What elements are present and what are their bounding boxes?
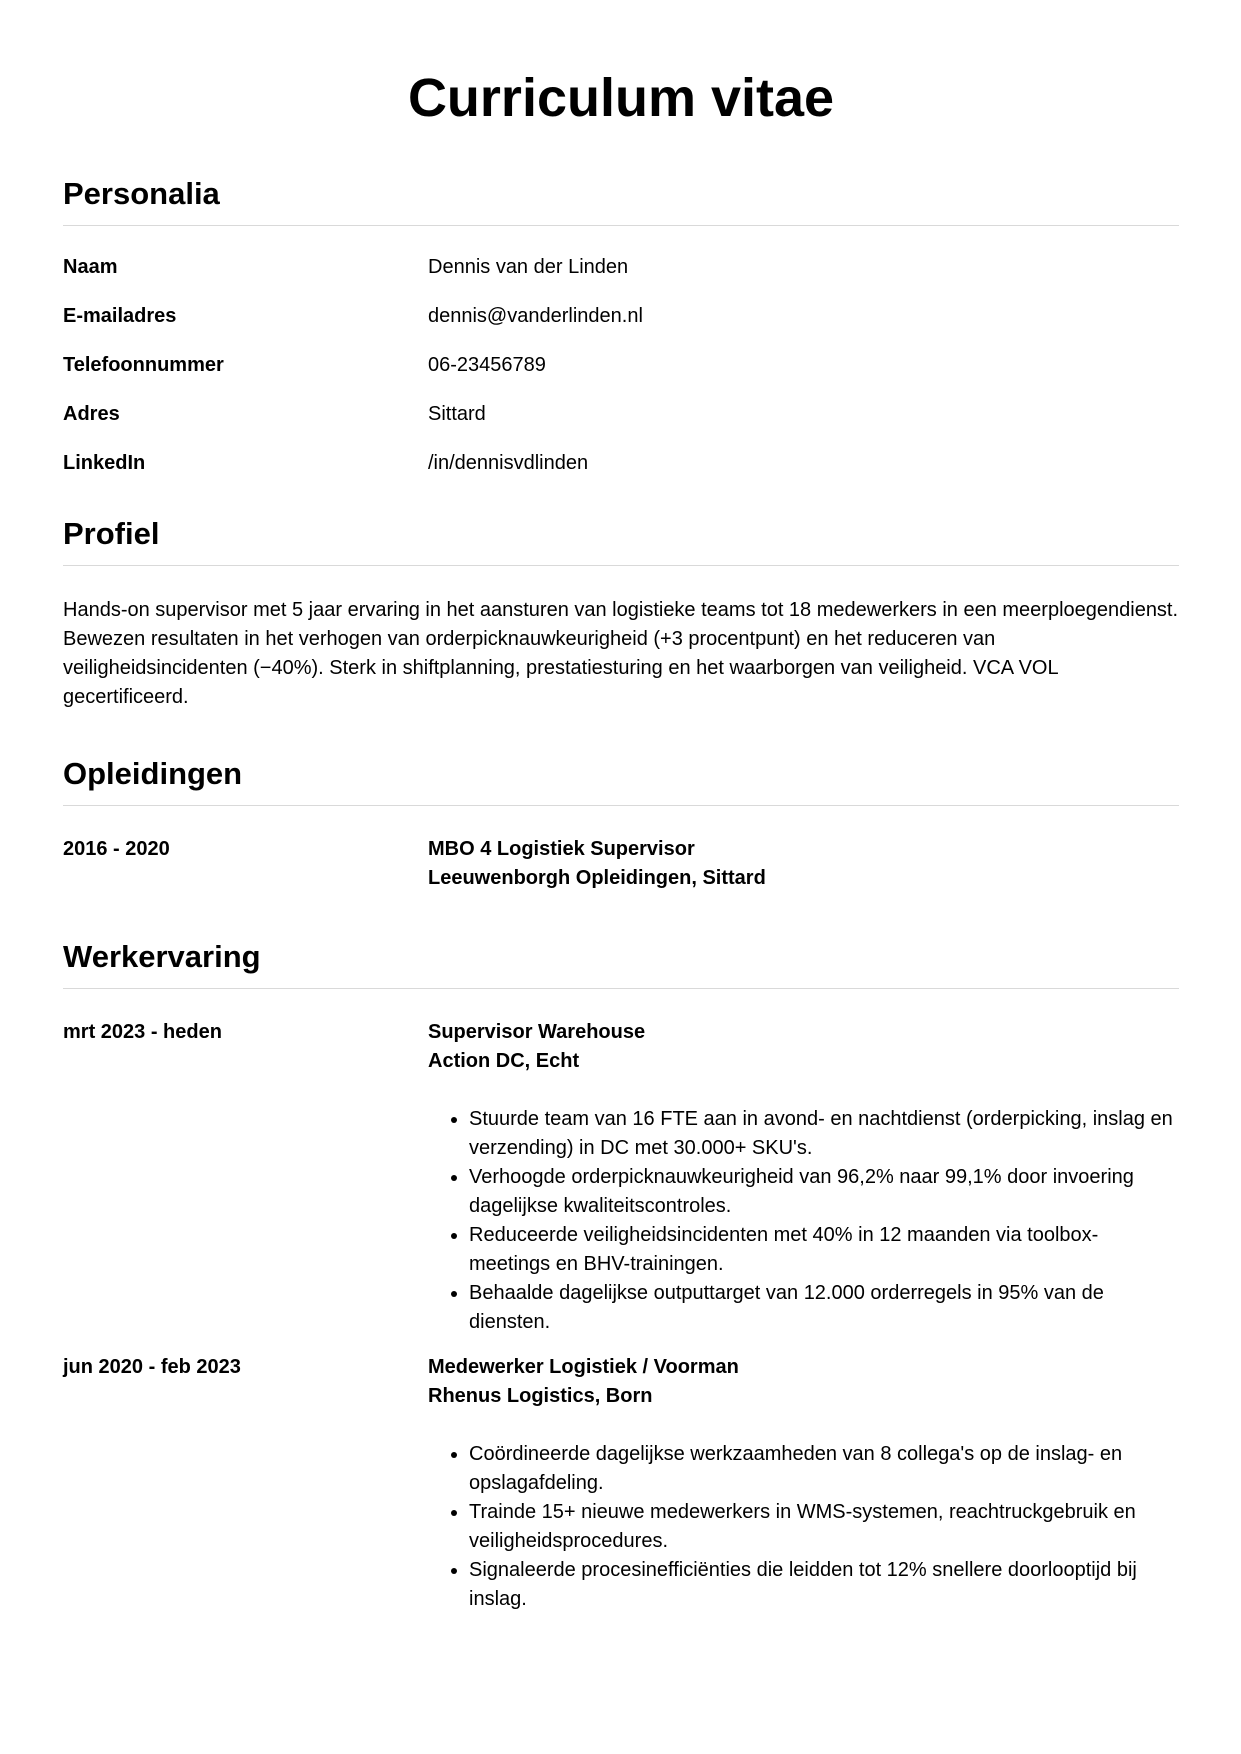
personalia-value: 06-23456789: [428, 354, 546, 376]
personalia-value: dennis@vanderlinden.nl: [428, 305, 643, 327]
personalia-label: LinkedIn: [63, 452, 146, 474]
achievement-item: • Stuurde team van 16 FTE aan in avond- en nachtdienst (orderpicking, inslag en verzending) in DC met 30.000+ SKU's.: [469, 1105, 1179, 1163]
education-institution: Leeuwenborgh Opleidingen, Sittard: [428, 867, 766, 889]
work-detail: [428, 1018, 1179, 1337]
personalia-row-linkedin: [63, 449, 1179, 478]
achievement-item: • Signaleerde procesinefficiënties die leidden tot 12% snellere doorlooptijd bij inslag.: [469, 1556, 1179, 1614]
personalia-row-telefoon: [63, 351, 1179, 380]
profiel-section: [63, 516, 1179, 712]
werkervaring-section: [63, 939, 1179, 1614]
company-name: Rhenus Logistics, Born: [428, 1385, 653, 1407]
personalia-value: /in/dennisvdlinden: [428, 452, 589, 474]
education-entry: [63, 835, 1179, 893]
personalia-label: Adres: [63, 403, 120, 425]
education-detail: [428, 835, 1179, 893]
work-period: jun 2020 - feb 2023: [63, 1356, 241, 1378]
achievement-list: [428, 1440, 1179, 1614]
work-entry: [63, 1353, 1179, 1614]
achievement-item: • Reduceerde veiligheidsincidenten met 40% in 12 maanden via toolbox-meetings en BHV-trainingen.: [469, 1221, 1179, 1279]
personalia-section: [63, 176, 1179, 478]
achievement-item: • Trainde 15+ nieuwe medewerkers in WMS-systemen, reachtruckgebruik en veiligheidsprocedures.: [469, 1498, 1179, 1556]
company-name: Action DC, Echt: [428, 1050, 580, 1072]
personalia-row-email: [63, 302, 1179, 331]
personalia-row-naam: [63, 253, 1179, 282]
personalia-list: [63, 253, 1179, 478]
job-title: Supervisor Warehouse: [428, 1021, 646, 1043]
education-period: 2016 - 2020: [63, 838, 170, 860]
opleidingen-heading: Opleidingen: [63, 756, 1179, 806]
cv-page: [63, 0, 1179, 1614]
personalia-label: Naam: [63, 256, 118, 278]
opleidingen-section: [63, 756, 1179, 893]
personalia-value: Sittard: [428, 403, 486, 425]
personalia-label: E-mailadres: [63, 305, 177, 327]
document-title: Curriculum vitae: [407, 68, 835, 128]
education-title: MBO 4 Logistiek Supervisor: [428, 838, 695, 860]
werkervaring-heading: Werkervaring: [63, 939, 1179, 989]
personalia-value: Dennis van der Linden: [428, 256, 629, 278]
work-period: mrt 2023 - heden: [63, 1021, 222, 1043]
job-title: Medewerker Logistiek / Voorman: [428, 1356, 739, 1378]
personalia-label: Telefoonnummer: [63, 354, 224, 376]
profiel-heading: Profiel: [63, 516, 1179, 566]
personalia-row-adres: [63, 400, 1179, 429]
personalia-heading: Personalia: [63, 176, 1179, 226]
profile-summary: Hands-on supervisor met 5 jaar ervaring in het aansturen van logistieke teams tot 18 medewerkers in een meerploegendienst. Bewezen resultaten in het verhogen van orderpicknauwkeurigheid (+3 procentpunt) en het reduceren van veiligheidsincidenten (−40%). Sterk in shiftplanning, prestatiesturing en het waarborgen van veiligheid. VCA VOL gecertificeerd.: [63, 599, 1179, 708]
achievement-item: • Behaalde dagelijkse outputtarget van 12.000 orderregels in 95% van de diensten.: [469, 1279, 1179, 1337]
work-entry: [63, 1018, 1179, 1337]
achievement-item: • Verhoogde orderpicknauwkeurigheid van 96,2% naar 99,1% door invoering dagelijkse kwaliteitscontroles.: [469, 1163, 1179, 1221]
achievement-list: [428, 1105, 1179, 1337]
achievement-item: • Coördineerde dagelijkse werkzaamheden van 8 collega's op de inslag- en opslagafdeling.: [469, 1440, 1179, 1498]
work-detail: [428, 1353, 1179, 1614]
